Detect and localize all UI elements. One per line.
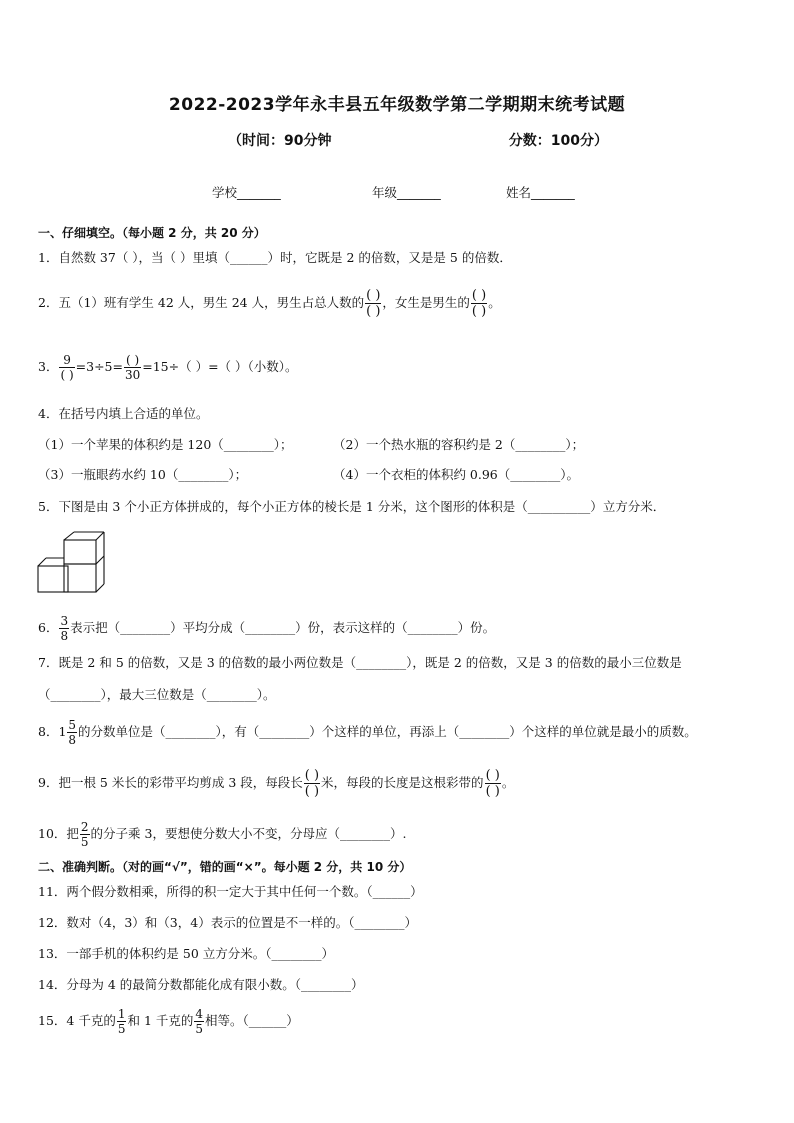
- fraction-numerator: 4: [195, 1007, 204, 1021]
- question-6-number: 6．: [38, 620, 59, 635]
- question-15: [38, 1004, 299, 1038]
- fraction-numerator: ( ): [304, 768, 320, 783]
- question-9-text-c: 。: [501, 775, 515, 790]
- fraction-numerator: ( ): [366, 288, 381, 303]
- fraction-denominator: 5: [117, 1022, 126, 1036]
- fraction-numerator: 2: [80, 820, 89, 834]
- question-8-number: 8．: [38, 724, 59, 739]
- name-field[interactable]: 姓名_______: [506, 185, 575, 200]
- school-field[interactable]: 学校_______: [212, 185, 281, 200]
- fraction-numerator: ( ): [485, 768, 500, 783]
- question-6: [38, 612, 495, 644]
- question-9-fraction-2[interactable]: [485, 769, 501, 798]
- question-15-text-b: 和 1 千克的: [127, 1013, 194, 1028]
- question-2-fraction-1[interactable]: [365, 289, 381, 318]
- fraction-numerator: ( ): [471, 288, 487, 303]
- question-13: 13．一部手机的体积约是 50 立方分米。（________）: [38, 946, 335, 961]
- fraction-denominator: ( ): [304, 784, 320, 799]
- fraction-numerator: 9: [63, 353, 71, 367]
- fraction-numerator: 5: [68, 718, 77, 732]
- question-3-number: 3．: [38, 359, 59, 374]
- fraction-denominator: 5: [80, 835, 89, 849]
- question-8: [38, 716, 697, 748]
- exam-title: 2022-2023学年永丰县五年级数学第二学期期末统考试题: [168, 95, 626, 115]
- section-1-heading: 一、仔细填空。（每小题 2 分，共 20 分）: [38, 226, 266, 240]
- question-3-text-rest: =15÷（ ）=（ ）（小数）。: [142, 359, 298, 374]
- question-10-text-a: 10．把: [38, 826, 79, 841]
- question-4-stem: 4．在括号内填上合适的单位。: [38, 406, 209, 421]
- fraction-numerator: 1: [117, 1007, 126, 1021]
- question-14: 14．分母为 4 的最简分数都能化成有限小数。（________）: [38, 977, 364, 992]
- fraction-denominator: ( ): [485, 784, 500, 799]
- question-10-text-b: 的分子乘 3，要想使分数大小不变，分母应（________）.: [90, 826, 407, 841]
- fraction-denominator: ( ): [60, 368, 74, 382]
- question-9-text-a: 9．把一根 5 米长的彩带平均剪成 3 段，每段长: [38, 775, 303, 790]
- question-8-text: 的分数单位是（________），有（________）个这样的单位，再添上（________）个这样的单位就是最小的质数。: [78, 724, 697, 739]
- fraction-denominator: 8: [60, 629, 69, 643]
- question-9-text-b: 米，每段的长度是这根彩带的: [321, 775, 484, 790]
- question-15-fraction-2: [194, 1008, 204, 1035]
- three-cubes-figure: [36, 530, 106, 596]
- question-2-text-b: ，女生是男生的: [382, 295, 470, 310]
- question-9-fraction-1[interactable]: [304, 769, 320, 798]
- question-3-fraction-2[interactable]: [124, 354, 141, 381]
- question-6-fraction: [59, 615, 69, 642]
- question-15-fraction-1: [117, 1008, 127, 1035]
- fraction-numerator: 3: [60, 614, 69, 628]
- fraction-denominator: 8: [68, 733, 77, 747]
- grade-field[interactable]: 年级_______: [372, 185, 441, 200]
- question-7-line-1: 7．既是 2 和 5 的倍数，又是 3 的倍数的最小两位数是（________），既是 2 的倍数，又是 3 的倍数的最小三位数是: [38, 655, 682, 670]
- question-4-part-4: （4）一个衣柜的体积约 0.96（________）。: [333, 467, 580, 482]
- exam-score: 分数：100分）: [508, 133, 608, 149]
- question-2-text-a: 2．五（1）班有学生 42 人，男生 24 人，男生占总人数的: [38, 295, 365, 310]
- question-5: 5．下图是由 3 个小正方体拼成的，每个小正方体的棱长是 1 分米，这个图形的体积是（__________）立方分米．: [38, 499, 666, 514]
- question-2-text-c: 。: [488, 295, 501, 310]
- question-4-part-2: （2）一个热水瓶的容积约是 2（________）；: [333, 437, 585, 452]
- question-12: 12．数对（4，3）和（3，4）表示的位置是不一样的。（________）: [38, 915, 417, 930]
- question-2-fraction-2[interactable]: [471, 289, 487, 318]
- question-6-text: 表示把（________）平均分成（________）份，表示这样的（________）份。: [70, 620, 496, 635]
- question-2: [38, 284, 501, 322]
- exam-time: （时间：90分钟: [228, 133, 332, 149]
- question-4-part-1: （1）一个苹果的体积约是 120（________）；: [38, 437, 293, 452]
- fraction-denominator: 5: [195, 1022, 204, 1036]
- fraction-numerator: ( ): [126, 353, 140, 367]
- question-10: [38, 818, 406, 850]
- question-7-line-2: （________），最大三位数是（________）。: [38, 687, 276, 702]
- question-15-text-a: 15．4 千克的: [38, 1013, 116, 1028]
- question-1: 1．自然数 37（ ），当（ ）里填（______）时，它既是 2 的倍数，又是是 5 的倍数．: [38, 250, 512, 265]
- exam-subtitle: [228, 130, 608, 150]
- question-9: [38, 764, 514, 802]
- question-3-fraction-1[interactable]: [59, 354, 74, 381]
- question-4-part-3: （3）一瓶眼药水约 10（________）；: [38, 467, 248, 482]
- fraction-denominator: 30: [124, 368, 141, 382]
- question-15-text-c: 相等。（______）: [205, 1013, 299, 1028]
- question-3-text-mid: =3÷5=: [75, 359, 123, 374]
- mixed-number-whole: 1: [58, 724, 67, 739]
- fraction-denominator: ( ): [366, 304, 381, 319]
- question-3: [38, 350, 298, 384]
- question-11: 11．两个假分数相乘，所得的积一定大于其中任何一个数。（______）: [38, 884, 423, 899]
- question-8-fraction: [67, 719, 77, 746]
- fraction-denominator: ( ): [471, 304, 487, 319]
- section-2-heading: 二、准确判断。（对的画“√”，错的画“×”。每小题 2 分，共 10 分）: [38, 860, 412, 874]
- question-10-fraction: [80, 821, 90, 848]
